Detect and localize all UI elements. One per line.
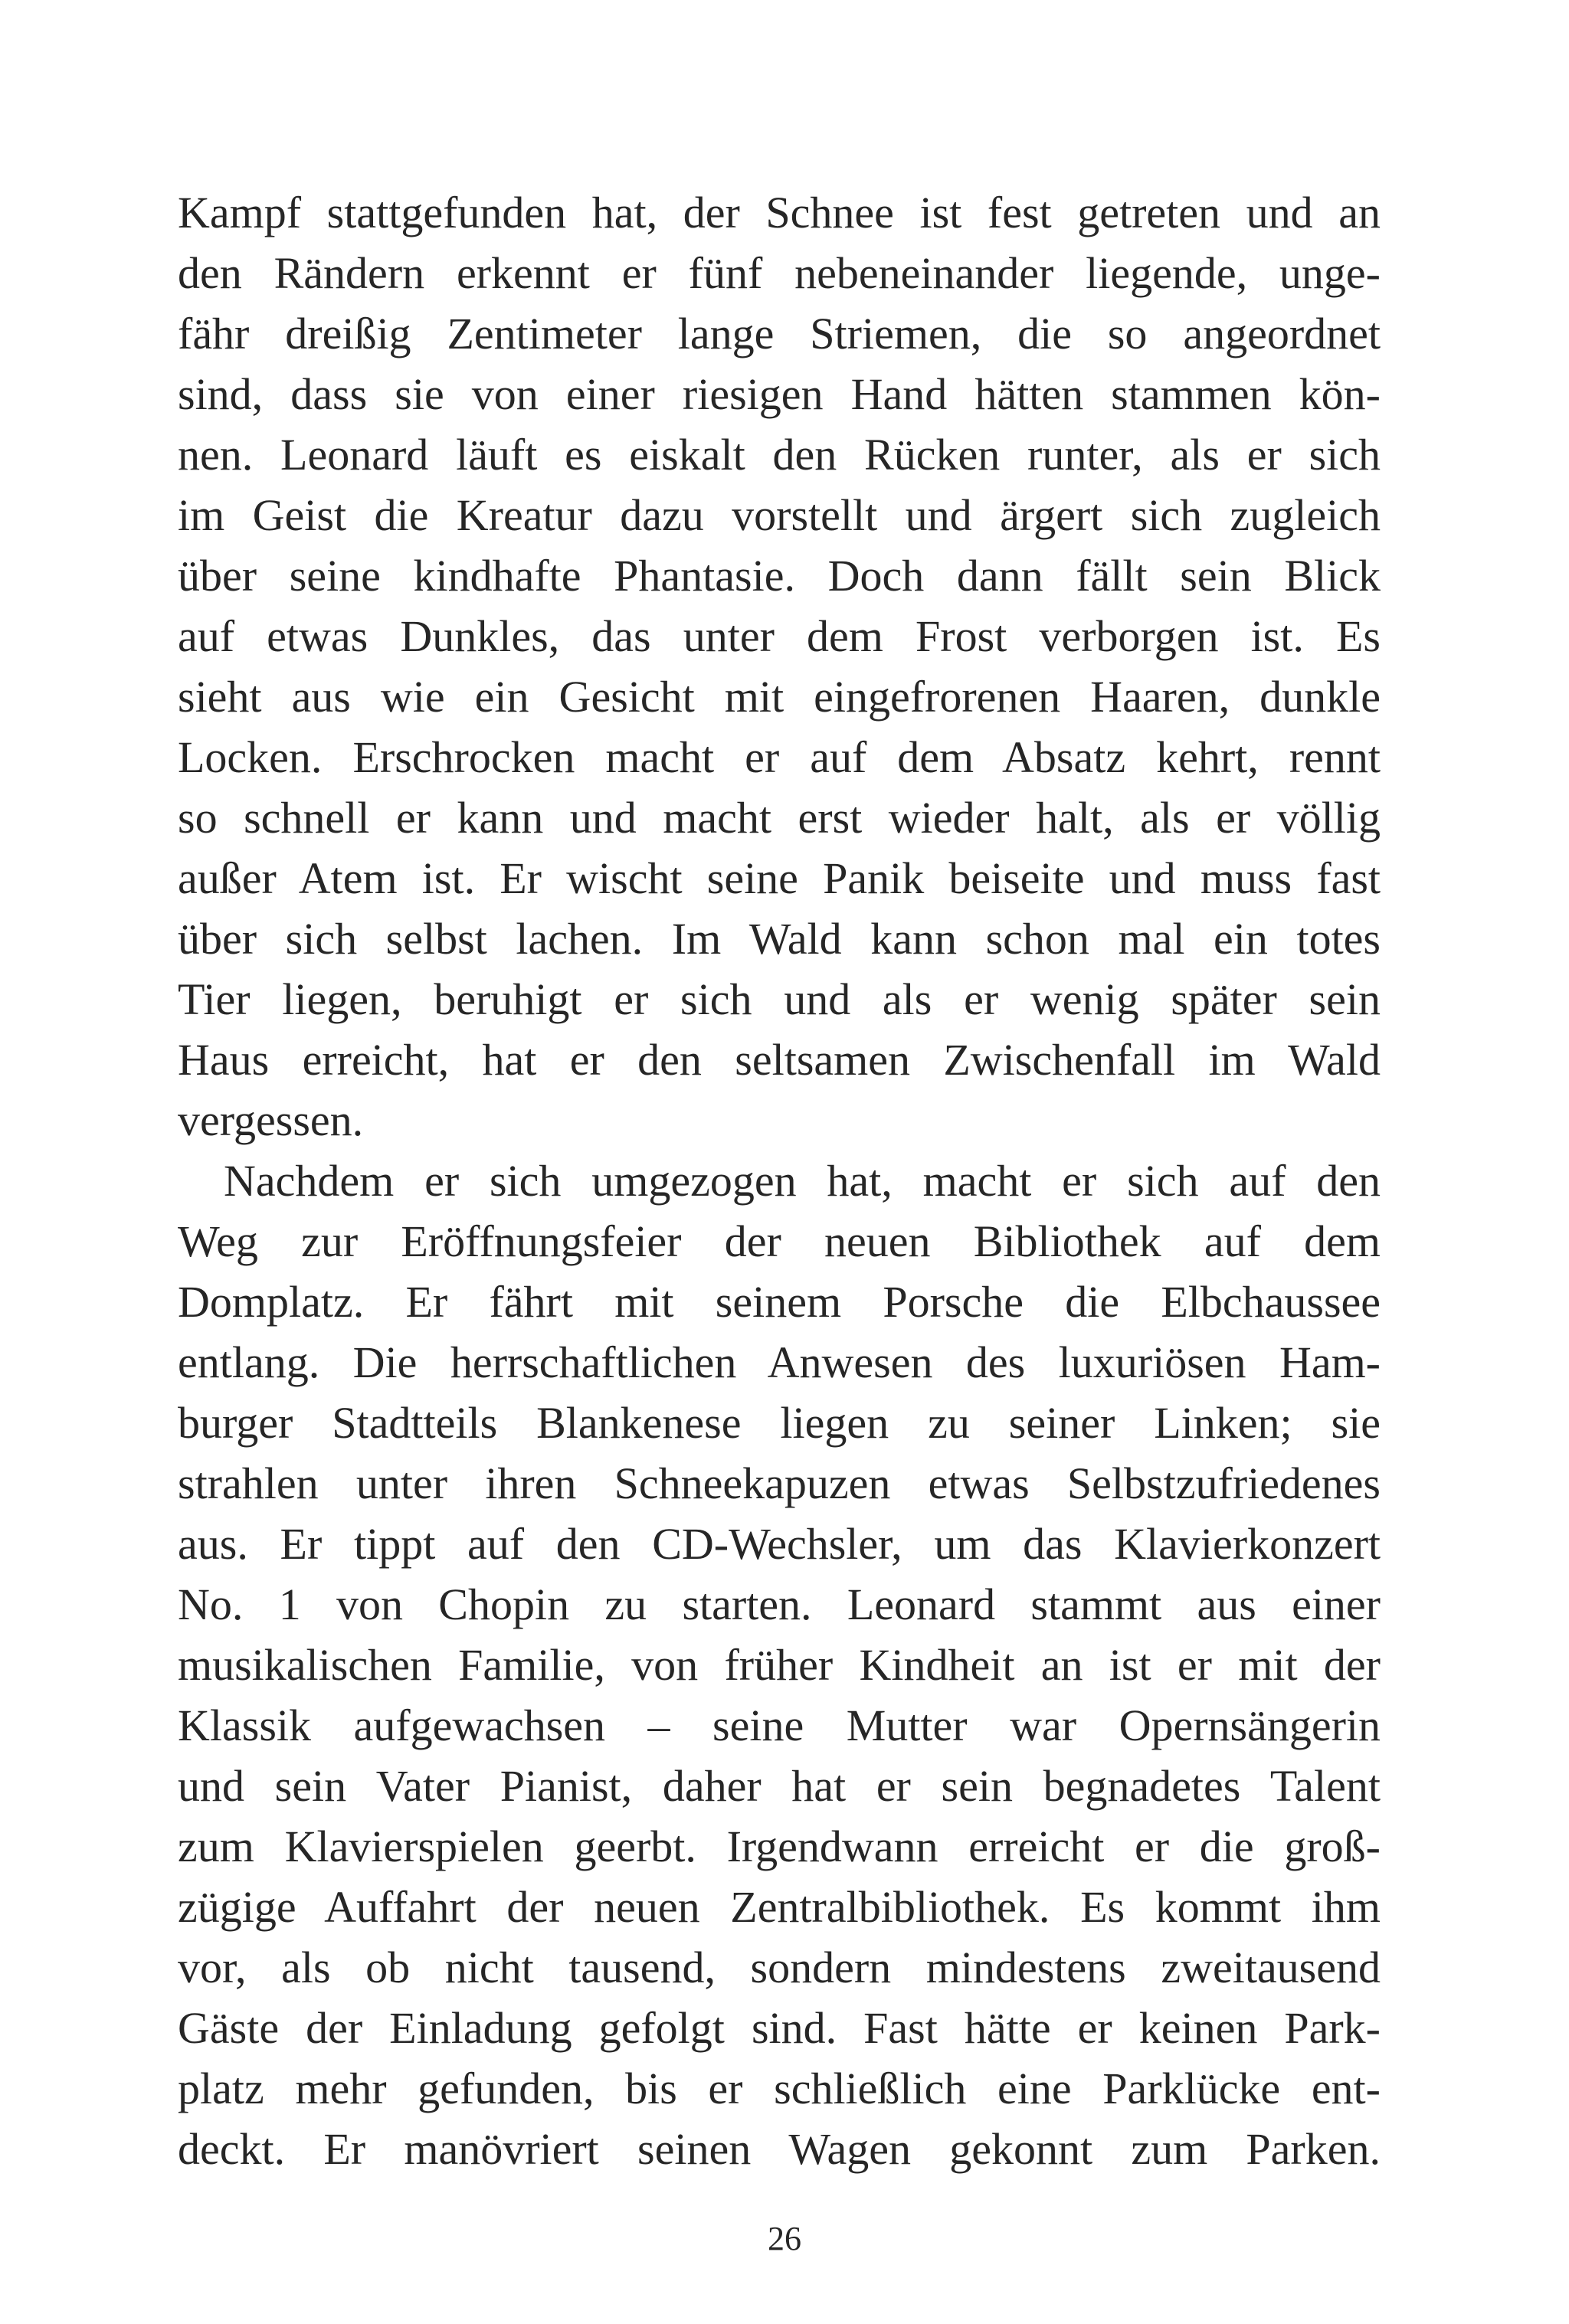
text-line: Nachdem er sich umgezogen hat, macht er sich auf den	[224, 1156, 1381, 1206]
text-line: Kampf stattgefunden hat, der Schnee ist fest getreten und an	[178, 188, 1381, 237]
text-line: über sich selbst lachen. Im Wald kann schon mal ein totes	[178, 914, 1381, 964]
text-line: Locken. Erschrocken macht er auf dem Absatz kehrt, rennt	[178, 732, 1381, 782]
page-number: 26	[768, 2220, 801, 2257]
text-line: Weg zur Eröffnungsfeier der neuen Bibliothek auf dem	[178, 1216, 1381, 1266]
text-line: den Rändern erkennt er fünf nebeneinander liegende, unge-	[178, 248, 1381, 298]
text-line: Klassik aufgewachsen – seine Mutter war Opernsängerin	[178, 1700, 1381, 1750]
text-line: so schnell er kann und macht erst wieder halt, als er völlig	[178, 793, 1381, 843]
text-line: musikalischen Familie, von früher Kindheit an ist er mit der	[178, 1640, 1381, 1690]
text-line: Gäste der Einladung gefolgt sind. Fast hätte er keinen Park-	[178, 2003, 1381, 2053]
text-line: fähr dreißig Zentimeter lange Striemen, die so angeordnet	[178, 309, 1381, 358]
text-line: Haus erreicht, hat er den seltsamen Zwischenfall im Wald	[178, 1035, 1381, 1085]
text-line: und sein Vater Pianist, daher hat er sein begnadetes Talent	[178, 1761, 1381, 1811]
body-text	[178, 182, 1381, 2179]
text-line: im Geist die Kreatur dazu vorstellt und ärgert sich zugleich	[178, 490, 1381, 540]
text-line: sind, dass sie von einer riesigen Hand hätten stammen kön-	[178, 369, 1381, 419]
text-line: burger Stadtteils Blankenese liegen zu seiner Linken; sie	[178, 1398, 1381, 1448]
text-line: Tier liegen, beruhigt er sich und als er wenig später sein	[178, 974, 1381, 1024]
text-line: Domplatz. Er fährt mit seinem Porsche die Elbchaussee	[178, 1277, 1381, 1327]
text-line: zum Klavierspielen geerbt. Irgendwann erreicht er die groß-	[178, 1822, 1381, 1871]
text-line: außer Atem ist. Er wischt seine Panik beiseite und muss fast	[178, 853, 1381, 903]
text-line: deckt. Er manövriert seinen Wagen gekonnt zum Parken.	[178, 2124, 1381, 2174]
text-line: aus. Er tippt auf den CD-Wechsler, um das Klavierkonzert	[178, 1519, 1381, 1569]
text-line: zügige Auffahrt der neuen Zentralbibliothek. Es kommt ihm	[178, 1882, 1381, 1932]
text-line: platz mehr gefunden, bis er schließlich eine Parklücke ent-	[178, 2064, 1381, 2113]
text-line: entlang. Die herrschaftlichen Anwesen des luxuriösen Ham-	[178, 1337, 1381, 1387]
text-line: No. 1 von Chopin zu starten. Leonard stammt aus einer	[178, 1579, 1381, 1629]
text-line: sieht aus wie ein Gesicht mit eingefrorenen Haaren, dunkle	[178, 672, 1381, 722]
text-line: vor, als ob nicht tausend, sondern mindestens zweitausend	[178, 1943, 1381, 1992]
text-line: auf etwas Dunkles, das unter dem Frost verborgen ist. Es	[178, 611, 1381, 661]
text-line: über seine kindhafte Phantasie. Doch dann fällt sein Blick	[178, 551, 1381, 601]
text-line: nen. Leonard läuft es eiskalt den Rücken runter, als er sich	[178, 430, 1381, 480]
text-line: vergessen.	[178, 1095, 364, 1145]
text-line: strahlen unter ihren Schneekapuzen etwas Selbstzufriedenes	[178, 1458, 1381, 1508]
